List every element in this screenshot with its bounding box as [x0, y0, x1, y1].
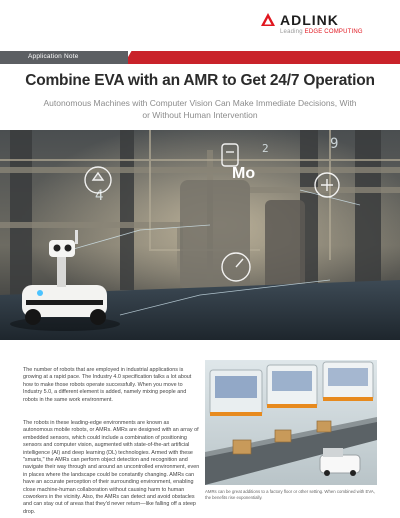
- doc-type-label: Application Note: [28, 53, 79, 60]
- svg-text:2: 2: [262, 142, 269, 155]
- tagline-prefix: Leading: [280, 29, 305, 35]
- page-subtitle: Autonomous Machines with Computer Vision Can Make Immediate Decisions, With or Without Human Intervention: [43, 98, 357, 120]
- band-red-stripe: [124, 51, 400, 64]
- doc-type-band: [0, 51, 400, 64]
- hero-image: [0, 130, 400, 340]
- page-title: Combine EVA with an AMR to Get 24/7 Operation: [25, 72, 375, 89]
- hero-overlay-text: Mo: [232, 165, 256, 182]
- factory-photo: [205, 360, 377, 485]
- svg-text:9: 9: [330, 136, 339, 152]
- brand-name: ADLINK: [280, 12, 339, 28]
- brand-tagline: [280, 29, 363, 35]
- body-paragraph-1: The number of robots that are employed in industrial applications is growing at a rapid pace. The Industry 4.0 specification talks a lot about how to make those robots operate successfully. When you move to Industry 5.0, a different element is added, namely mixing people and robots in the same work environment.: [23, 367, 192, 403]
- tagline-highlight: EDGE COMPUTING: [304, 29, 363, 35]
- adlink-logo[interactable]: [260, 12, 370, 38]
- svg-text:4: 4: [95, 188, 104, 204]
- photo-caption: AMRs can be great additions to a factory floor or other setting. When combined with EVA, the benefits rise exponentially.: [205, 489, 375, 500]
- adlink-triangle-icon: [260, 12, 276, 28]
- body-paragraph-2: The robots in these leading-edge environments are known as autonomous mobile robots, or AMRs. AMRs are designed with an array of embedded sensors, which could include a combination of positioning sensors and computer vision, augmented with state-of-the-art artificial intelligence (AI) and deep learning (DL) technologies. Armed with these "smarts," the AMRs can perform object detection and recognition and navigate their way through and around an uncontrolled environment, even in places where the landscape could be constantly changing. AMRs can have an accurate perception of their surrounding environment, enabling close machine-human collaboration without causing harm to human coworkers in the vicinity. Also, the AMRs can detect and avoid obstacles and can stay out of areas that they'd never return—like falling off a steep drop.: [23, 420, 200, 515]
